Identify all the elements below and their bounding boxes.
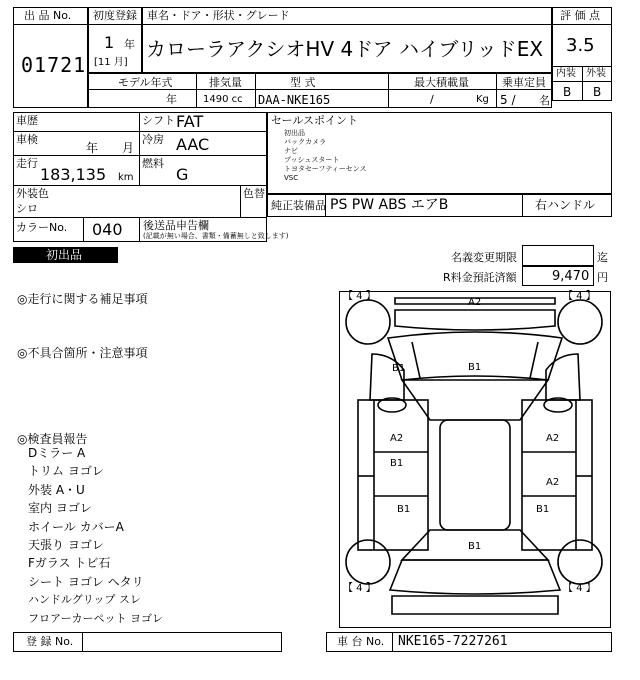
inspector-line: シート ヨゴレ ヘタリ [28,574,144,589]
capacity-value: 5 / [500,93,516,107]
model-year-unit: 年 [166,93,177,106]
fuel-value: G [176,165,189,184]
inspector-line: フロアーカーペット ヨゴレ [28,611,163,625]
tire-tread-rear-right: 【 4 】 [563,583,596,594]
left-front-fender [370,354,404,400]
ac-value: AAC [176,135,210,154]
sales-point-item: プッシュスタート [284,156,340,164]
standard-equipment-label: 純正装備品 [271,199,326,212]
car-name: カローラアクシオHV 4ドア ハイブリッドEX [146,37,544,61]
first-registration-month: [11 月] [94,57,128,68]
exterior-color-value: シロ [16,202,38,215]
post-delivery-label: 後送品申告欄 [143,219,209,232]
trunk-shape [390,560,560,594]
mark-right-door-rear: A2 [546,477,560,488]
chassis-value: NKE165-7227261 [398,634,508,649]
sales-point-item: VSC [284,174,299,182]
mileage-label: 走行 [16,157,38,170]
color-change-label: 色替 [243,187,265,200]
chassis-label: 車 台 No. [337,635,385,648]
mark-hood-left: B1 [392,363,406,374]
tire-rear-left [346,540,390,584]
right-side-body [522,400,592,550]
max-load-label: 最大積載量 [414,76,469,89]
capacity-unit: 名 [539,94,550,107]
inspector-line: トリム ヨゴレ [28,464,104,479]
tire-tread-front-left: 【 4 】 [343,291,376,302]
max-load-unit: Kg [476,94,489,105]
lot-number-label: 出 品 No. [24,9,72,22]
inspector-line: Fガラス トビ石 [28,556,111,571]
standard-equipment-value: PS PW ABS エアB [330,197,449,213]
sales-points-label: セールスポイント [271,114,359,127]
name-change-label: 名義変更期限 [451,251,517,264]
fuel-label: 燃料 [142,157,164,170]
mark-right-rear: B1 [536,504,550,515]
rating-label: 評 価 点 [560,9,600,22]
registration-label: 登 録 No. [26,635,74,648]
handle-value: 右ハンドル [535,198,596,212]
front-bumper-lower [395,310,555,330]
right-front-fender [546,354,580,400]
inspector-line: ホイール カバーA [28,519,124,534]
capacity-label: 乗車定員 [502,76,546,89]
shift-label: シフト [142,114,175,127]
sales-point-item: ナビ [284,147,298,155]
rating-value: 3.5 [566,35,595,56]
post-delivery-note: (記載が無い場合、書類・備蓄無しと致します) [143,232,289,240]
shift-value: FAT [176,112,204,131]
rear-bumper [392,596,558,614]
inspector-line: 室内 ヨゴレ [28,501,92,516]
roof-panel [440,420,510,530]
tire-rear-right [558,540,602,584]
mark-front-bumper: A2 [468,297,482,308]
inspector-line: 外装 A・U [28,482,85,497]
type-label: 型 式 [290,76,316,89]
sales-point-item: トヨタセーフティーセンス [284,165,367,173]
max-load-slash: / [430,93,434,106]
inspector-line: ハンドルグリップ スレ [28,593,141,607]
tire-front-right [558,300,602,344]
inspection-month-unit: 月 [122,141,135,155]
driving-notes-title: ◎走行に関する補足事項 [17,292,148,306]
displacement-label: 排気量 [209,76,242,89]
left-side-body [358,400,428,550]
mark-left-door-front-b: B1 [390,458,404,469]
tire-tread-front-right: 【 4 】 [563,291,596,302]
inspector-title: ◎検査員報告 [17,432,88,446]
color-no-value: 040 [92,220,123,239]
interior-grade: B [563,85,572,99]
mark-left-rear: B1 [397,504,411,515]
sales-point-item: バックカメラ [284,138,326,146]
history-label: 車歴 [16,114,38,127]
displacement-value: 1490 cc [203,94,243,105]
lot-number: 01721 [21,53,87,77]
first-registration-year-unit: 年 [124,38,135,51]
color-no-label: カラーNo. [16,221,68,234]
car-name-label: 車名・ドア・形状・グレード [147,9,290,22]
type-value: DAA-NKE165 [258,93,331,107]
first-listing-badge-label: 初出品 [46,248,83,262]
inspection-year-unit: 年 [86,141,99,155]
exterior-color-label: 外装色 [16,187,49,200]
sales-point-item: 初出品 [284,129,305,137]
mark-hood-center: B1 [468,362,482,373]
mark-left-door-front: A2 [390,433,404,444]
mark-right-door-front: A2 [546,433,560,444]
tire-front-left [346,300,390,344]
first-registration-label: 初度登録 [93,9,137,22]
recycle-value: 9,470 [552,269,590,284]
mark-trunk: B1 [468,541,482,552]
inspector-line: Dミラー A [28,446,86,460]
inspector-line: 天張り ヨゴレ [28,537,104,552]
interior-label: 内装 [556,68,576,79]
model-year-label: モデル年式 [118,76,173,89]
exterior-label: 外装 [586,68,606,79]
exterior-grade: B [593,85,602,99]
mileage-unit: km [118,172,134,183]
recycle-unit: 円 [597,271,608,284]
recycle-label: R料金預託済額 [443,271,517,284]
defects-title: ◎不具合箇所・注意事項 [17,346,148,360]
mileage-value: 183,135 [40,165,107,184]
name-change-unit: 迄 [597,251,608,264]
first-registration-year: 1 [104,33,115,52]
inspection-label: 車検 [16,133,38,146]
tire-tread-rear-left: 【 4 】 [343,583,376,594]
ac-label: 冷房 [142,133,164,146]
